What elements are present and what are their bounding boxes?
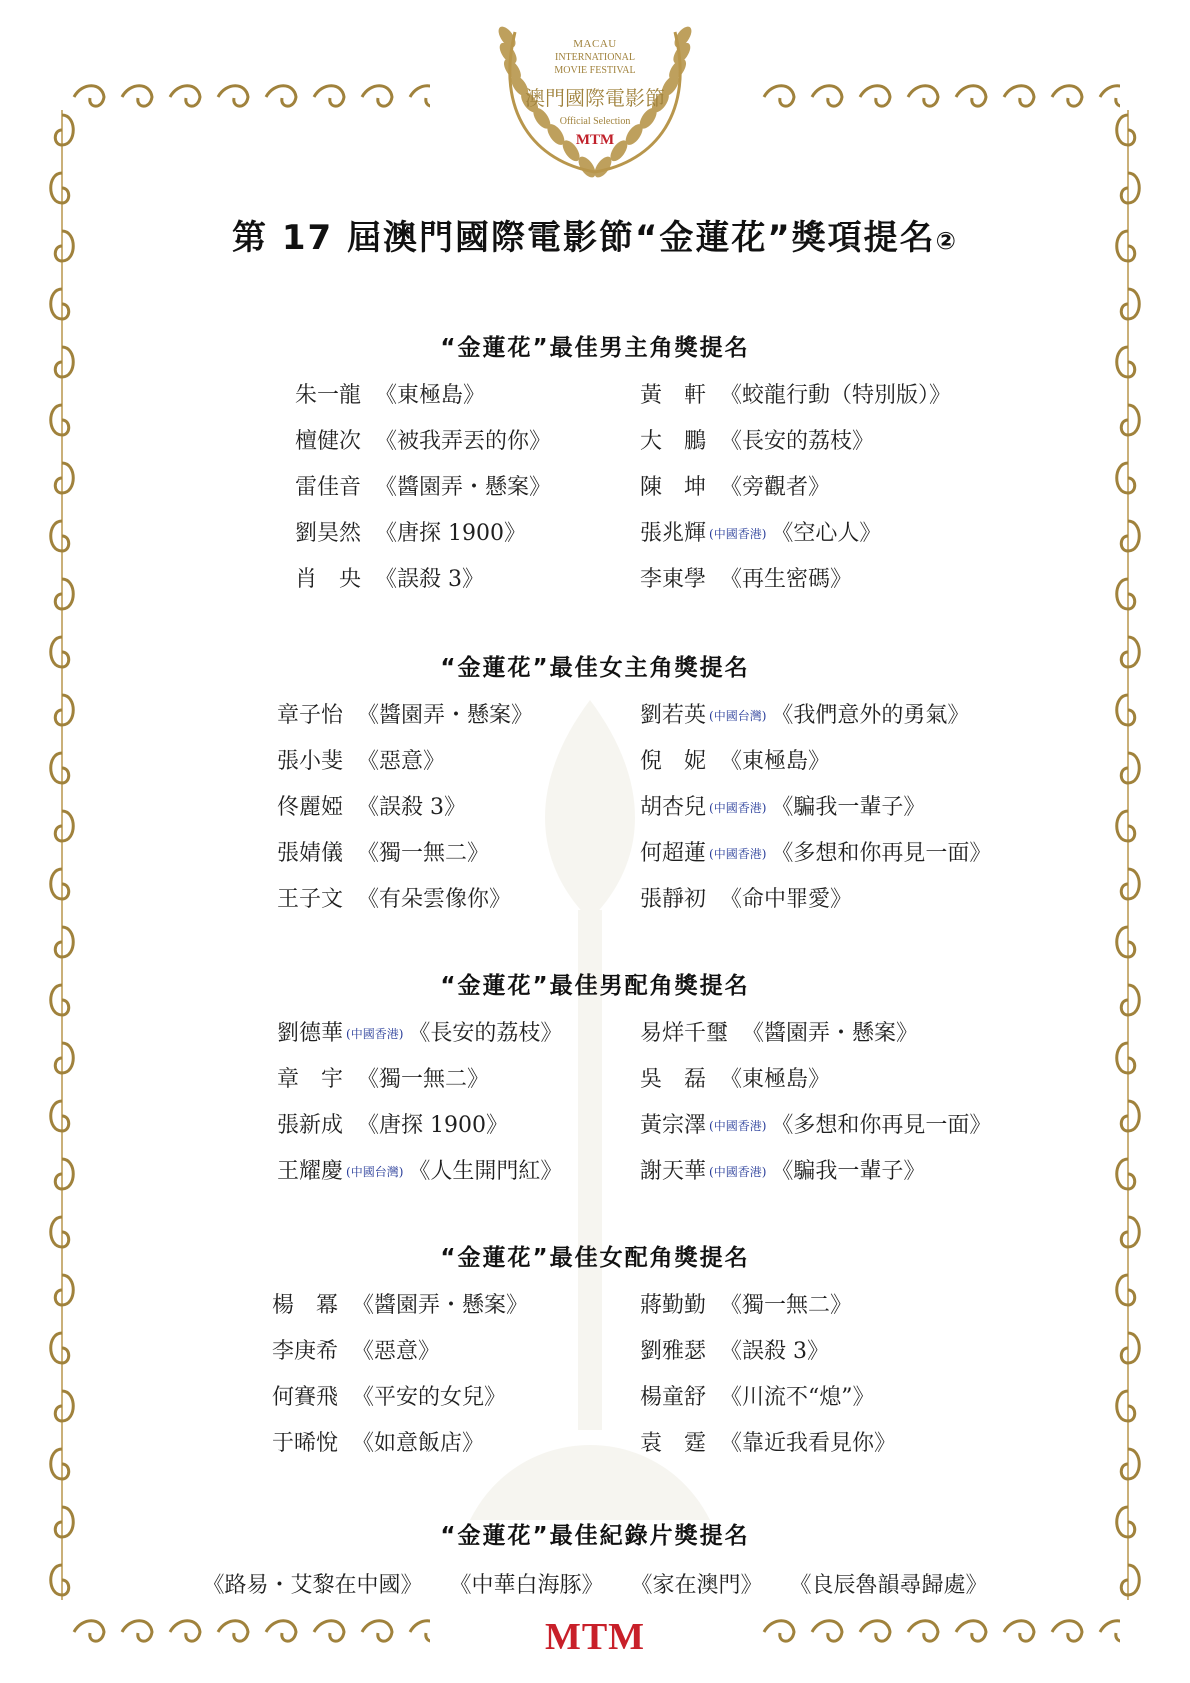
nominee-entry bbox=[277, 1060, 489, 1106]
nominee-film: 《再生密碼》 bbox=[720, 567, 853, 592]
nominee-name: 雷佳音 bbox=[295, 475, 362, 500]
nominee-name: 劉雅瑟 bbox=[640, 1339, 707, 1364]
section-1 bbox=[0, 330, 1190, 606]
nominee-entry bbox=[640, 514, 881, 560]
nominee-name: 肖 央 bbox=[295, 567, 362, 592]
nominee-entry bbox=[640, 1060, 830, 1106]
nominee-film: 《蛟龍行動（特別版）》 bbox=[720, 383, 952, 408]
nominee-film: 《醬園弄・懸案》 bbox=[352, 1293, 529, 1318]
nominee-name: 易烊千璽 bbox=[640, 1021, 729, 1046]
nominee-entry bbox=[272, 1424, 484, 1470]
nominee-row bbox=[0, 1424, 1190, 1470]
nominee-name: 張靜初 bbox=[640, 887, 707, 912]
nominee-name: 李東學 bbox=[640, 567, 707, 592]
nominee-film: 《獨一無二》 bbox=[357, 841, 490, 866]
nominee-entry bbox=[640, 1014, 918, 1060]
section-3 bbox=[0, 968, 1190, 1198]
nominee-row bbox=[0, 696, 1190, 742]
section-4 bbox=[0, 1240, 1190, 1470]
nominee-row bbox=[0, 1378, 1190, 1424]
nominee-film: 《空心人》 bbox=[771, 521, 882, 546]
nominee-name: 張小斐 bbox=[277, 749, 344, 774]
nominee-film: 《如意飯店》 bbox=[352, 1431, 485, 1456]
nominee-row bbox=[0, 560, 1190, 606]
nominee-name: 王耀慶 bbox=[277, 1159, 344, 1184]
nominee-entry bbox=[277, 1152, 562, 1198]
nominee-row bbox=[0, 468, 1190, 514]
nominee-name: 胡杏兒 bbox=[640, 795, 707, 820]
nominee-film: 《命中罪愛》 bbox=[720, 887, 853, 912]
seal-text-chinese-name: 澳門國際電影節 bbox=[525, 86, 665, 110]
nominee-film: 《多想和你再見一面》 bbox=[771, 1113, 992, 1138]
seal-text-international: INTERNATIONAL bbox=[555, 52, 635, 63]
nominee-film: 《東極島》 bbox=[720, 749, 831, 774]
nominee-film: 《獨一無二》 bbox=[720, 1293, 853, 1318]
top-right-ornament bbox=[760, 80, 1120, 114]
documentary-film: 《家在澳門》 bbox=[630, 1573, 763, 1598]
nominee-entry bbox=[295, 468, 551, 514]
nominee-entry bbox=[640, 1106, 991, 1152]
nominee-entry bbox=[640, 422, 874, 468]
nominee-name: 李庚希 bbox=[272, 1339, 339, 1364]
nominee-row bbox=[0, 788, 1190, 834]
nominee-film: 《人生開門紅》 bbox=[408, 1159, 563, 1184]
nominee-film: 《騙我一輩子》 bbox=[771, 795, 926, 820]
nominee-entry bbox=[277, 788, 466, 834]
nominee-name: 楊 冪 bbox=[272, 1293, 339, 1318]
document-title-text: 第 17 屆澳門國際電影節“金蓮花”獎項提名 bbox=[231, 218, 936, 258]
nominee-entry bbox=[640, 1152, 925, 1198]
section-2 bbox=[0, 650, 1190, 926]
nominee-entry bbox=[295, 422, 551, 468]
nominee-row bbox=[0, 880, 1190, 926]
nominee-entry bbox=[277, 1106, 508, 1152]
documentary-film-list bbox=[0, 1568, 1190, 1599]
nominee-name: 王子文 bbox=[277, 887, 344, 912]
nominee-row bbox=[0, 422, 1190, 468]
nominee-row bbox=[0, 1152, 1190, 1198]
nominee-entry bbox=[277, 696, 533, 742]
nominee-row bbox=[0, 742, 1190, 788]
nominee-row bbox=[0, 1014, 1190, 1060]
nominee-row bbox=[0, 1332, 1190, 1378]
nominee-entry bbox=[272, 1286, 528, 1332]
seal-text-movie-festival: MOVIE FESTIVAL bbox=[554, 65, 636, 76]
nominee-entry bbox=[640, 1286, 852, 1332]
nominee-region: (中國香港) bbox=[709, 801, 767, 815]
nominee-rows bbox=[0, 1286, 1190, 1470]
nominee-region: (中國香港) bbox=[346, 1027, 404, 1041]
nominee-row bbox=[0, 376, 1190, 422]
section-heading: “金蓮花”最佳紀錄片獎提名 bbox=[440, 1523, 750, 1549]
section-heading: “金蓮花”最佳女配角獎提名 bbox=[440, 1245, 750, 1271]
nominee-name: 倪 妮 bbox=[640, 749, 707, 774]
nominee-entry bbox=[277, 834, 489, 880]
nominee-entry bbox=[295, 560, 484, 606]
nominee-film: 《長安的荔枝》 bbox=[720, 429, 875, 454]
nominee-row bbox=[0, 1060, 1190, 1106]
nominee-row bbox=[0, 1106, 1190, 1152]
documentary-film: 《路易・艾黎在中國》 bbox=[202, 1573, 423, 1598]
nominee-name: 蔣勤勤 bbox=[640, 1293, 707, 1318]
nominee-film: 《我們意外的勇氣》 bbox=[771, 703, 970, 728]
nominee-rows bbox=[0, 376, 1190, 606]
nominee-entry bbox=[272, 1378, 506, 1424]
nominee-entry bbox=[277, 742, 445, 788]
nominee-rows bbox=[0, 696, 1190, 926]
nominee-name: 袁 霆 bbox=[640, 1431, 707, 1456]
seal-text-macau: MACAU bbox=[573, 38, 617, 50]
nominee-film: 《唐探 1900》 bbox=[357, 1113, 508, 1138]
nominee-region: (中國香港) bbox=[709, 1165, 767, 1179]
nominee-name: 張婧儀 bbox=[277, 841, 344, 866]
nominee-name: 吳 磊 bbox=[640, 1067, 707, 1092]
nominee-entry bbox=[277, 880, 511, 926]
nominee-region: (中國台灣) bbox=[709, 709, 767, 723]
nominee-film: 《東極島》 bbox=[720, 1067, 831, 1092]
nominee-name: 章 宇 bbox=[277, 1067, 344, 1092]
nominee-name: 劉昊然 bbox=[295, 521, 362, 546]
nominee-entry bbox=[640, 376, 951, 422]
section-documentary bbox=[0, 1518, 1190, 1554]
nominee-film: 《有朵雲像你》 bbox=[357, 887, 512, 912]
nominee-film: 《旁觀者》 bbox=[720, 475, 831, 500]
page-mark: ② bbox=[935, 227, 958, 255]
seal-text-official-selection: Official Selection bbox=[559, 116, 631, 127]
nominee-name: 張兆輝 bbox=[640, 521, 707, 546]
nominee-entry bbox=[640, 880, 852, 926]
nominee-film: 《誤殺 3》 bbox=[720, 1339, 830, 1364]
document-title bbox=[0, 210, 1190, 259]
seal-text-mtm: MTM bbox=[575, 132, 615, 148]
nominee-film: 《長安的荔枝》 bbox=[408, 1021, 563, 1046]
nominee-entry bbox=[295, 514, 526, 560]
nominee-name: 何超蓮 bbox=[640, 841, 707, 866]
nominee-film: 《東極島》 bbox=[375, 383, 486, 408]
nominee-name: 佟麗婭 bbox=[277, 795, 344, 820]
nominee-name: 楊童舒 bbox=[640, 1385, 707, 1410]
documentary-film: 《中華白海豚》 bbox=[449, 1573, 604, 1598]
nominee-film: 《被我弄丟的你》 bbox=[375, 429, 552, 454]
documentary-film: 《良辰魯韻尋歸處》 bbox=[789, 1573, 988, 1598]
nominee-row bbox=[0, 834, 1190, 880]
nominee-name: 劉德華 bbox=[277, 1021, 344, 1046]
nominee-name: 黃宗澤 bbox=[640, 1113, 707, 1138]
top-left-ornament bbox=[70, 80, 430, 114]
festival-seal-logo bbox=[475, 12, 715, 182]
nominee-entry bbox=[640, 1332, 829, 1378]
nominee-region: (中國台灣) bbox=[346, 1165, 404, 1179]
nominee-name: 陳 坤 bbox=[640, 475, 707, 500]
nominee-entry bbox=[640, 560, 852, 606]
nominee-film: 《惡意》 bbox=[352, 1339, 441, 1364]
nominee-film: 《惡意》 bbox=[357, 749, 446, 774]
section-heading: “金蓮花”最佳男主角獎提名 bbox=[440, 335, 750, 361]
section-heading: “金蓮花”最佳女主角獎提名 bbox=[440, 655, 750, 681]
nominee-entry bbox=[640, 788, 925, 834]
nominee-name: 檀健次 bbox=[295, 429, 362, 454]
nominee-film: 《多想和你再見一面》 bbox=[771, 841, 992, 866]
nominee-region: (中國香港) bbox=[709, 1119, 767, 1133]
nominee-entry bbox=[640, 1378, 875, 1424]
nominee-name: 于晞悅 bbox=[272, 1431, 339, 1456]
nominee-name: 謝天華 bbox=[640, 1159, 707, 1184]
nominee-film: 《騙我一輩子》 bbox=[771, 1159, 926, 1184]
nominee-name: 黃 軒 bbox=[640, 383, 707, 408]
section-heading: “金蓮花”最佳男配角獎提名 bbox=[440, 973, 750, 999]
nominee-film: 《誤殺 3》 bbox=[357, 795, 467, 820]
nominee-row bbox=[0, 514, 1190, 560]
nominee-film: 《平安的女兒》 bbox=[352, 1385, 507, 1410]
nominee-region: (中國香港) bbox=[709, 847, 767, 861]
nominee-film: 《醬園弄・懸案》 bbox=[742, 1021, 919, 1046]
nominee-entry bbox=[277, 1014, 562, 1060]
nominee-row bbox=[0, 1286, 1190, 1332]
nominee-name: 何賽飛 bbox=[272, 1385, 339, 1410]
nominee-film: 《誤殺 3》 bbox=[375, 567, 485, 592]
nominee-name: 章子怡 bbox=[277, 703, 344, 728]
nominee-entry bbox=[295, 376, 485, 422]
nominee-film: 《靠近我看見你》 bbox=[720, 1431, 897, 1456]
nominee-entry bbox=[640, 1424, 896, 1470]
nominee-name: 朱一龍 bbox=[295, 383, 362, 408]
nominee-entry bbox=[640, 696, 969, 742]
nominee-film: 《獨一無二》 bbox=[357, 1067, 490, 1092]
footer-mtm-logo: MTM bbox=[544, 1616, 646, 1658]
nominee-film: 《醬園弄・懸案》 bbox=[357, 703, 534, 728]
nominee-entry bbox=[640, 742, 830, 788]
nominee-entry bbox=[640, 468, 830, 514]
nominee-film: 《川流不“熄”》 bbox=[720, 1385, 875, 1410]
nominee-film: 《醬園弄・懸案》 bbox=[375, 475, 552, 500]
nominee-region: (中國香港) bbox=[709, 527, 767, 541]
nominee-entry bbox=[640, 834, 991, 880]
nominee-name: 劉若英 bbox=[640, 703, 707, 728]
nominee-name: 張新成 bbox=[277, 1113, 344, 1138]
nominee-rows bbox=[0, 1014, 1190, 1198]
nominee-entry bbox=[272, 1332, 440, 1378]
nominee-film: 《唐探 1900》 bbox=[375, 521, 526, 546]
nominee-name: 大 鵬 bbox=[640, 429, 707, 454]
